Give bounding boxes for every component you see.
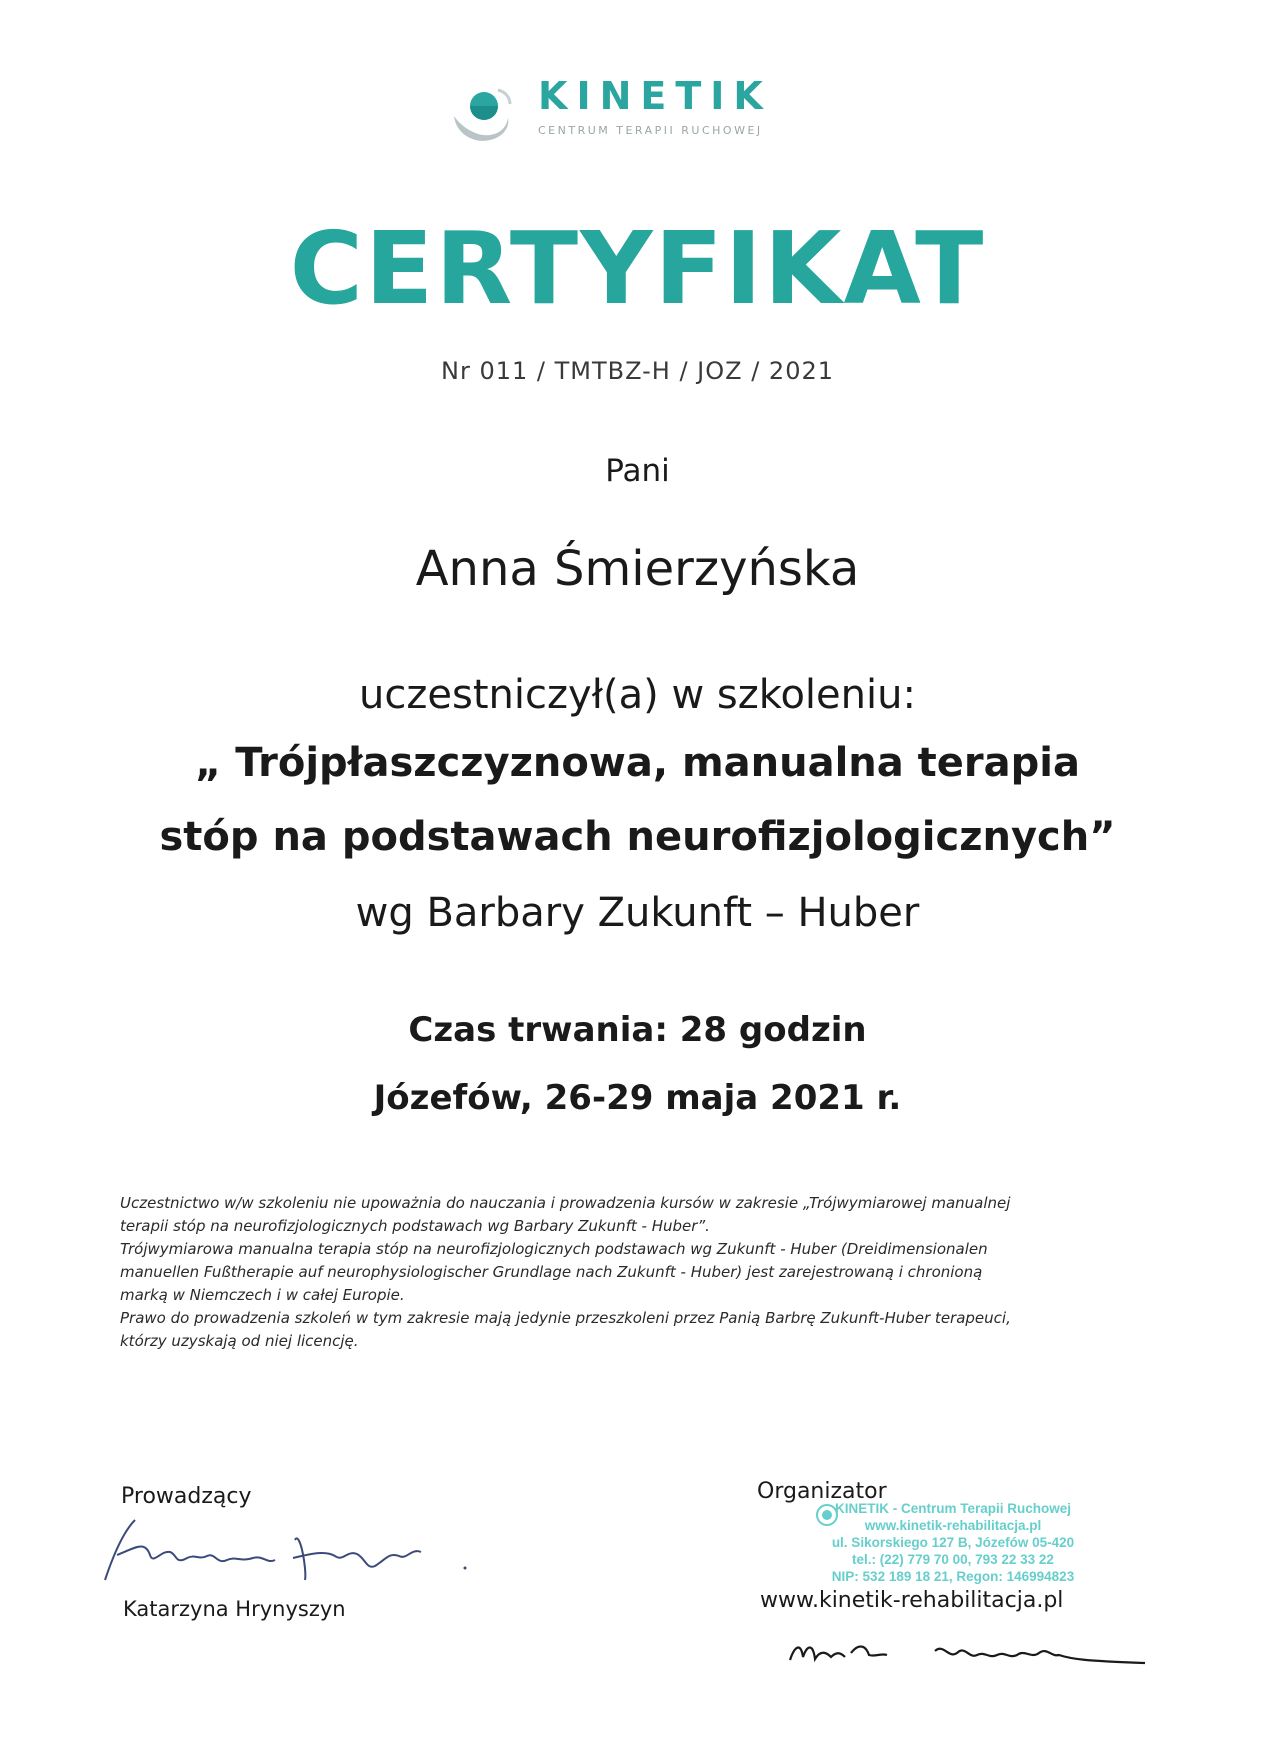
recipient-name: Anna Śmierzyńska [415, 541, 860, 597]
notice-line: którzy uzyskają od niej licencję. [120, 1332, 359, 1350]
logo-name: KINETIK [538, 74, 772, 118]
course-title-line-2: stóp na podstawach neurofizjologicznych” [159, 814, 1116, 860]
organizer-website: www.kinetik-rehabilitacja.pl [760, 1588, 1064, 1613]
lead-name: Katarzyna Hrynyszyn [123, 1597, 346, 1621]
legal-notice [120, 1192, 1120, 1353]
course-duration: Czas trwania: 28 godzin [408, 1010, 867, 1050]
lead-label: Prowadzący [121, 1484, 252, 1509]
notice-line: Trójwymiarowa manualna terapia stóp na neurofizjologicznych podstawach wg Zukunft - Huber (Dreidimensionalen [120, 1240, 988, 1258]
stamp-line: tel.: (22) 779 70 00, 793 22 33 22 [852, 1552, 1054, 1567]
kinetik-logo-icon [448, 82, 528, 148]
certificate-number: Nr 011 / TMTBZ-H / JOZ / 2021 [441, 357, 834, 385]
organizer-label: Organizator [757, 1479, 887, 1504]
organizer-stamp [808, 1500, 1098, 1585]
stamp-line: www.kinetik-rehabilitacja.pl [864, 1518, 1042, 1533]
organizer-signature [785, 1615, 1165, 1675]
notice-line: marką w Niemczech i w całej Europie. [120, 1286, 405, 1304]
stamp-line: NIP: 532 189 18 21, Regon: 146994823 [831, 1569, 1075, 1584]
stamp-line: KINETIK - Centrum Terapii Ruchowej [834, 1501, 1072, 1516]
notice-line: Uczestnictwo w/w szkoleniu nie upoważnia do nauczania i prowadzenia kursów w zakresie „Trójwymiarowej manualnej [120, 1194, 1011, 1212]
stamp-line: ul. Sikorskiego 127 B, Józefów 05-420 [831, 1535, 1075, 1550]
notice-line: Prawo do prowadzenia szkoleń w tym zakresie mają jedynie przeszkoleni przez Panią Barbrę Zukunft-Huber terapeuci, [120, 1309, 1011, 1327]
logo-subtitle: CENTRUM TERAPII RUCHOWEJ [538, 124, 763, 137]
participation-text: uczestniczył(a) w szkoleniu: [359, 672, 916, 718]
notice-line: terapii stóp na neurofizjologicznych podstawach wg Barbary Zukunft - Huber”. [120, 1217, 710, 1235]
kinetik-logo [448, 74, 788, 154]
certificate-title: CERTYFIKAT [289, 210, 986, 327]
course-place-date: Józefów, 26-29 maja 2021 r. [373, 1078, 902, 1118]
lead-signature [95, 1510, 475, 1590]
course-author: wg Barbary Zukunft – Huber [355, 890, 920, 936]
notice-line: manuellen Fußtherapie auf neurophysiologischer Grundlage nach Zukunft - Huber) jest zarejestrowaną i chronioną [120, 1263, 983, 1281]
course-title-line-1: „ Trójpłaszczyznowa, manualna terapia [195, 740, 1080, 786]
salutation: Pani [605, 453, 670, 489]
